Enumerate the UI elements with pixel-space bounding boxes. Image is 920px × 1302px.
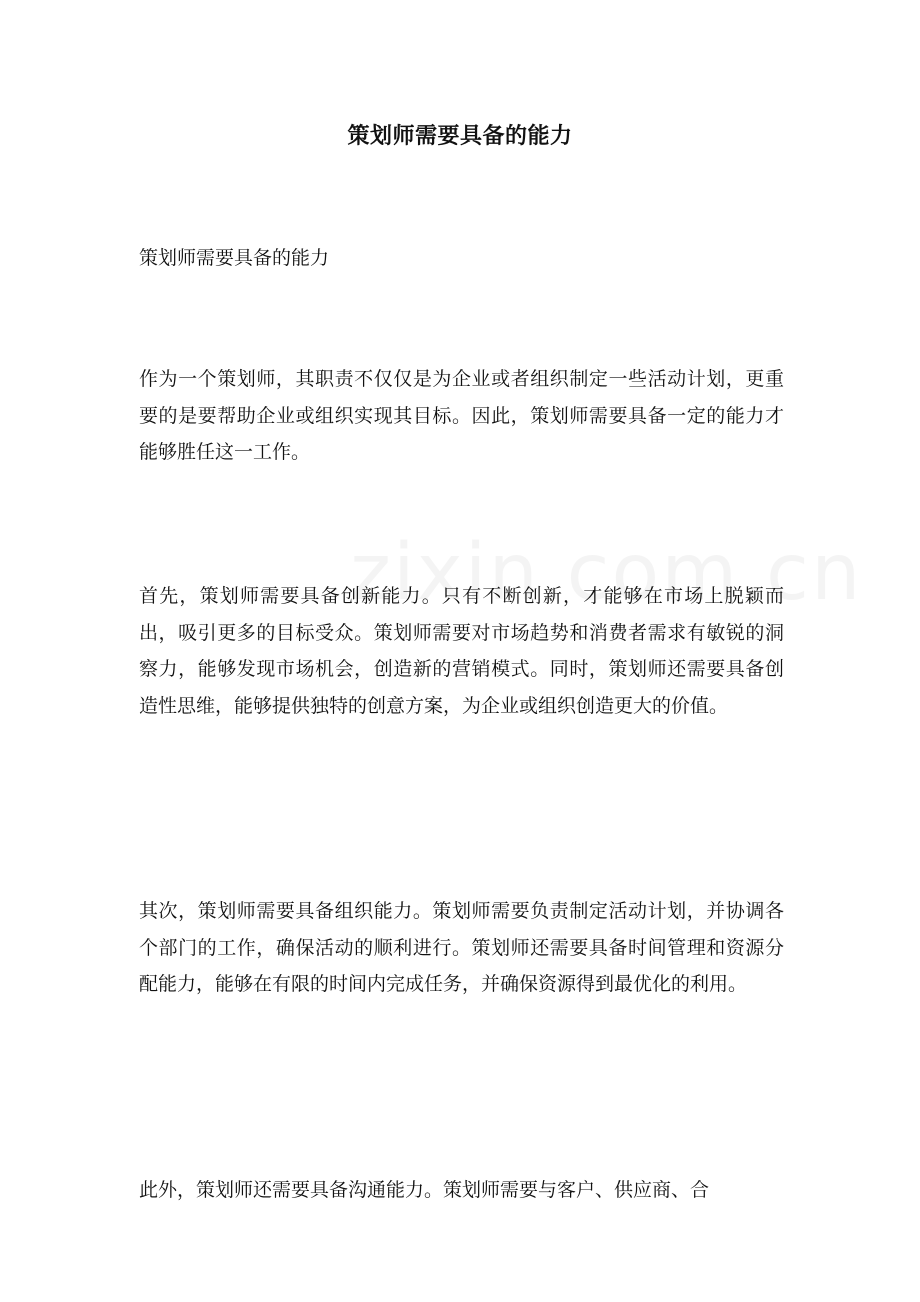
- paragraph-organization: 其次，策划师需要具备组织能力。策划师需要负责制定活动计划，并协调各个部门的工作，确保活动的顺利进行。策划师还需要具备时间管理和资源分配能力，能够在有限的时间内完成任务，并确保资源得到最优化的利用。: [139, 900, 784, 995]
- document-title: 策划师需要具备的能力: [347, 123, 573, 149]
- paragraph-communication: 此外，策划师还需要具备沟通能力。策划师需要与客户、供应商、合: [139, 1179, 710, 1201]
- paragraph-intro: 作为一个策划师，其职责不仅仅是为企业或者组织制定一些活动计划，更重要的是要帮助企业或组织实现其目标。因此，策划师需要具备一定的能力才能够胜任这一工作。: [139, 368, 784, 463]
- document-subtitle: 策划师需要具备的能力: [139, 247, 330, 269]
- paragraph-innovation: 首先，策划师需要具备创新能力。只有不断创新，才能够在市场上脱颖而出，吸引更多的目标受众。策划师需要对市场趋势和消费者需求有敏锐的洞察力，能够发现市场机会，创造新的营销模式。同时，策划师还需要具备创造性思维，能够提供独特的创意方案，为企业或组织创造更大的价值。: [139, 585, 784, 717]
